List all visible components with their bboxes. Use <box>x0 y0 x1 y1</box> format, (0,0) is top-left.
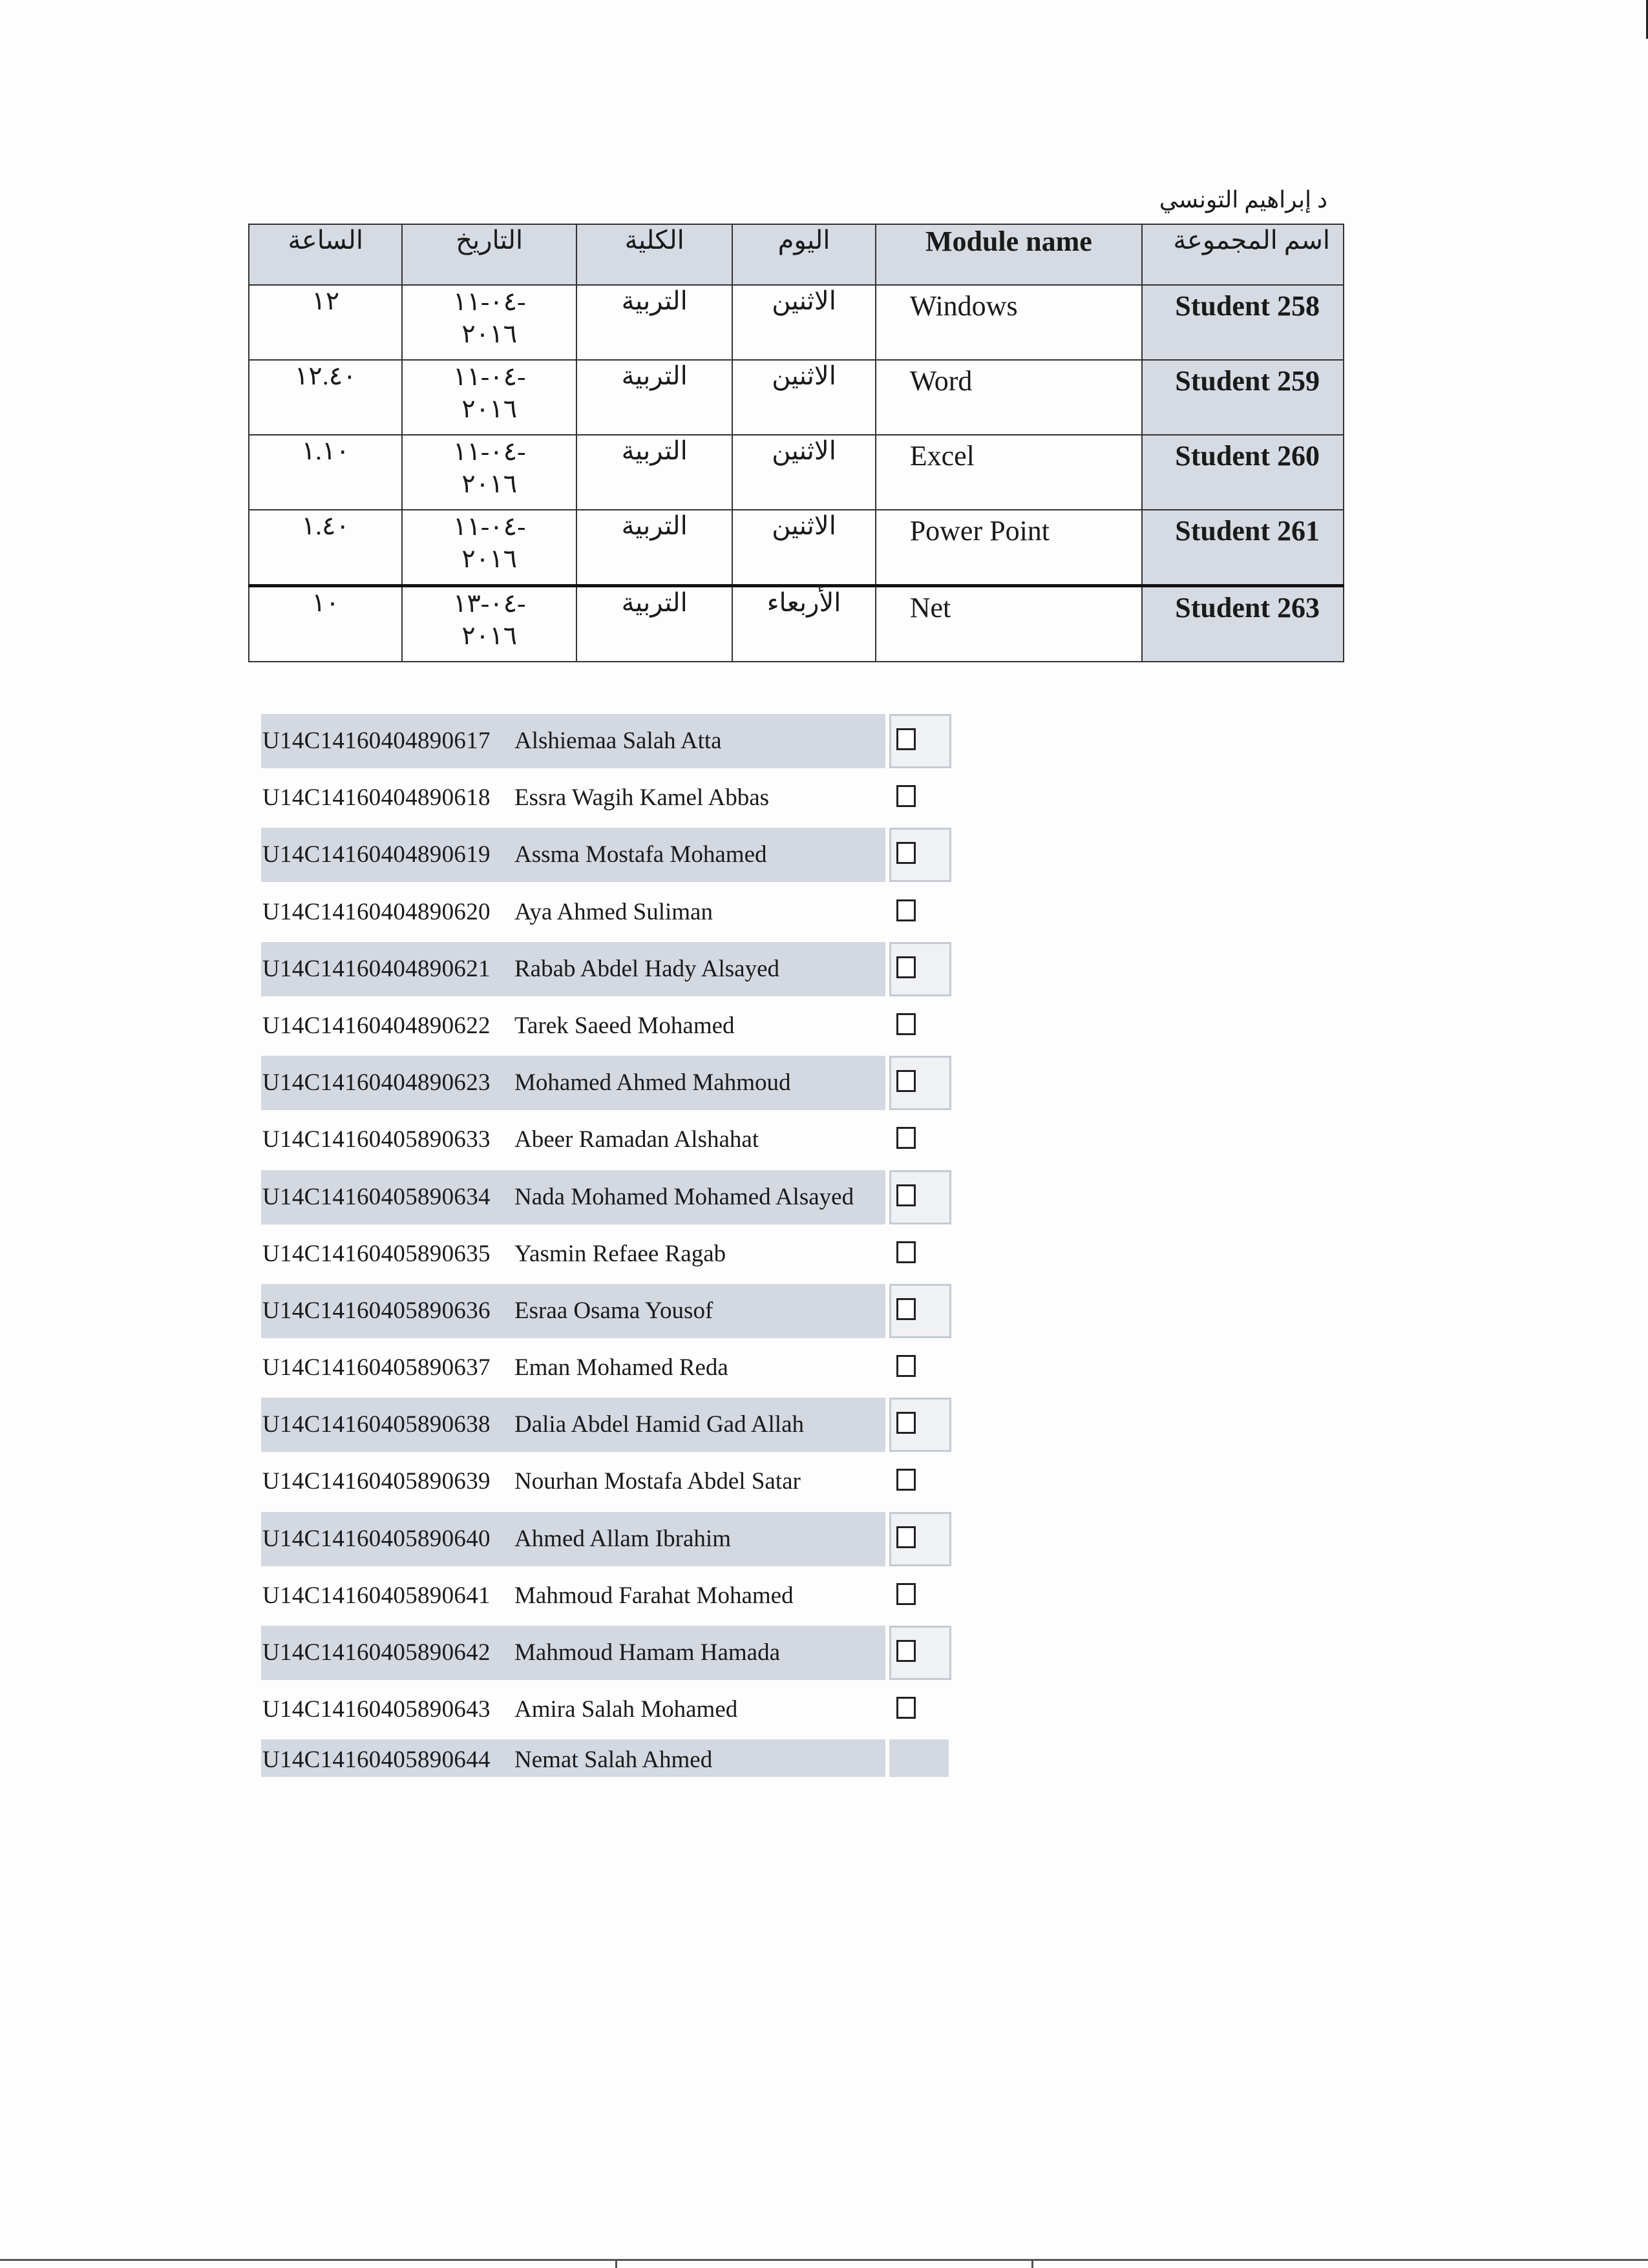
student-name: Nemat Salah Ahmed <box>514 1747 713 1774</box>
faculty-cell: التربية <box>576 360 732 435</box>
date-line: -٠٤-١١ <box>452 287 526 316</box>
student-name: Eman Mohamed Reda <box>514 1354 728 1381</box>
module-cell: Excel <box>876 435 1142 510</box>
checkbox-cell <box>889 1739 949 1777</box>
header-day: اليوم <box>732 224 875 285</box>
date-year: ٢٠١٦ <box>461 544 518 573</box>
attendance-checkbox[interactable] <box>896 899 916 921</box>
faculty-cell: التربية <box>576 510 732 586</box>
date-cell <box>402 285 576 360</box>
student-id: U14C14160405890633 <box>262 1126 491 1153</box>
student-id: U14C14160404890620 <box>262 898 491 925</box>
schedule-row <box>249 586 1344 662</box>
attendance-checkbox[interactable] <box>896 1070 916 1092</box>
student-id: U14C14160405890642 <box>262 1639 491 1666</box>
group-cell: Student 261 <box>1142 510 1344 586</box>
hour-cell: ١٢.٤٠ <box>249 360 402 435</box>
student-name: Dalia Abdel Hamid Gad Allah <box>514 1411 805 1438</box>
student-name: Essra Wagih Kamel Abbas <box>514 784 770 812</box>
hour-cell: ١٠ <box>249 586 402 662</box>
group-cell: Student 259 <box>1142 360 1344 435</box>
student-name: Mahmoud Farahat Mohamed <box>514 1582 794 1609</box>
header-module: Module name <box>876 224 1142 285</box>
header-hour: الساعة <box>249 224 402 285</box>
day-cell: الاثنين <box>732 285 875 360</box>
attendance-checkbox[interactable] <box>896 1355 916 1377</box>
schedule-row <box>249 285 1344 360</box>
date-year: ٢٠١٦ <box>461 319 518 348</box>
student-name: Alshiemaa Salah Atta <box>514 728 722 754</box>
date-year: ٢٠١٦ <box>461 394 518 423</box>
date-cell <box>402 510 576 586</box>
student-name: Yasmin Refaee Ragab <box>514 1240 726 1267</box>
schedule-row <box>249 360 1344 435</box>
attendance-checkbox[interactable] <box>896 1526 916 1548</box>
student-id: U14C14160404890621 <box>262 955 491 982</box>
student-name: Nourhan Mostafa Abdel Satar <box>514 1468 801 1495</box>
header-faculty: الكلية <box>576 224 732 285</box>
date-line: -٠٤-١٣ <box>452 589 526 618</box>
header-date: التاريخ <box>402 224 576 285</box>
date-line: -٠٤-١١ <box>452 512 526 541</box>
hour-cell: ١.١٠ <box>249 435 402 510</box>
module-cell: Word <box>876 360 1142 435</box>
student-name: Tarek Saeed Mohamed <box>514 1012 735 1039</box>
attendance-checkbox[interactable] <box>896 1412 916 1434</box>
student-id: U14C14160405890636 <box>262 1297 491 1324</box>
student-id: U14C14160404890618 <box>262 784 491 812</box>
module-cell: Windows <box>876 285 1142 360</box>
student-name: Esraa Osama Yousof <box>514 1297 713 1324</box>
date-cell <box>402 586 576 662</box>
date-line: -٠٤-١١ <box>452 437 526 466</box>
module-cell: Net <box>876 586 1142 662</box>
day-cell: الاثنين <box>732 360 875 435</box>
attendance-checkbox[interactable] <box>896 1184 916 1206</box>
student-name: Aya Ahmed Suliman <box>514 898 713 925</box>
schedule-table <box>248 224 1344 662</box>
student-name: Abeer Ramadan Alshahat <box>514 1126 759 1153</box>
attendance-checkbox[interactable] <box>896 842 916 864</box>
date-line: -٠٤-١١ <box>452 362 526 391</box>
student-id: U14C14160405890644 <box>262 1747 491 1774</box>
attendance-checkbox[interactable] <box>896 785 916 807</box>
hour-cell: ١.٤٠ <box>249 510 402 586</box>
attendance-checkbox[interactable] <box>896 1469 916 1491</box>
student-name: Rabab Abdel Hady Alsayed <box>514 955 779 982</box>
hour-cell: ١٢ <box>249 285 402 360</box>
scan-bottom-tick <box>1031 2259 1033 2268</box>
doctor-name: د إبراهيم التونسي <box>1159 187 1327 213</box>
student-id: U14C14160404890622 <box>262 1012 491 1039</box>
student-id: U14C14160405890639 <box>262 1468 491 1495</box>
scan-bottom-tick <box>615 2259 617 2268</box>
student-name: Mahmoud Hamam Hamada <box>514 1639 780 1666</box>
student-id: U14C14160405890637 <box>262 1354 491 1381</box>
attendance-checkbox[interactable] <box>896 1583 916 1605</box>
schedule-row <box>249 510 1344 586</box>
student-name: Assma Mostafa Mohamed <box>514 841 767 868</box>
module-cell: Power Point <box>876 510 1142 586</box>
attendance-checkbox[interactable] <box>896 1127 916 1149</box>
schedule-row <box>249 435 1344 510</box>
group-cell: Student 260 <box>1142 435 1344 510</box>
student-id: U14C14160405890634 <box>262 1183 491 1210</box>
student-name: Mohamed Ahmed Mahmoud <box>514 1069 791 1097</box>
attendance-checkbox[interactable] <box>896 956 916 978</box>
attendance-checkbox[interactable] <box>896 1241 916 1263</box>
student-id: U14C14160405890638 <box>262 1411 491 1438</box>
student-id: U14C14160404890617 <box>262 728 491 754</box>
student-name: Nada Mohamed Mohamed Alsayed <box>514 1183 854 1210</box>
day-cell: الأربعاء <box>732 586 875 662</box>
faculty-cell: التربية <box>576 586 732 662</box>
student-id: U14C14160404890619 <box>262 841 491 868</box>
date-cell <box>402 360 576 435</box>
schedule-header-row <box>249 224 1344 285</box>
date-year: ٢٠١٦ <box>461 469 518 498</box>
faculty-cell: التربية <box>576 435 732 510</box>
student-id: U14C14160405890635 <box>262 1240 491 1267</box>
student-name: Ahmed Allam Ibrahim <box>514 1525 731 1552</box>
student-id: U14C14160405890641 <box>262 1582 491 1609</box>
attendance-checkbox[interactable] <box>896 728 916 750</box>
header-group: اسم المجموعة <box>1142 224 1344 285</box>
attendance-checkbox[interactable] <box>896 1013 916 1035</box>
date-year: ٢٠١٦ <box>461 621 518 650</box>
student-id: U14C14160405890643 <box>262 1696 491 1723</box>
day-cell: الاثنين <box>732 435 875 510</box>
group-cell: Student 263 <box>1142 586 1344 662</box>
attendance-checkbox[interactable] <box>896 1640 916 1662</box>
group-cell: Student 258 <box>1142 285 1344 360</box>
date-cell <box>402 435 576 510</box>
student-name: Amira Salah Mohamed <box>514 1696 738 1723</box>
student-id: U14C14160404890623 <box>262 1069 491 1097</box>
attendance-checkbox[interactable] <box>896 1298 916 1320</box>
day-cell: الاثنين <box>732 510 875 586</box>
scan-bottom-edge <box>0 2259 1648 2261</box>
attendance-checkbox[interactable] <box>896 1697 916 1719</box>
faculty-cell: التربية <box>576 285 732 360</box>
student-id: U14C14160405890640 <box>262 1525 491 1552</box>
